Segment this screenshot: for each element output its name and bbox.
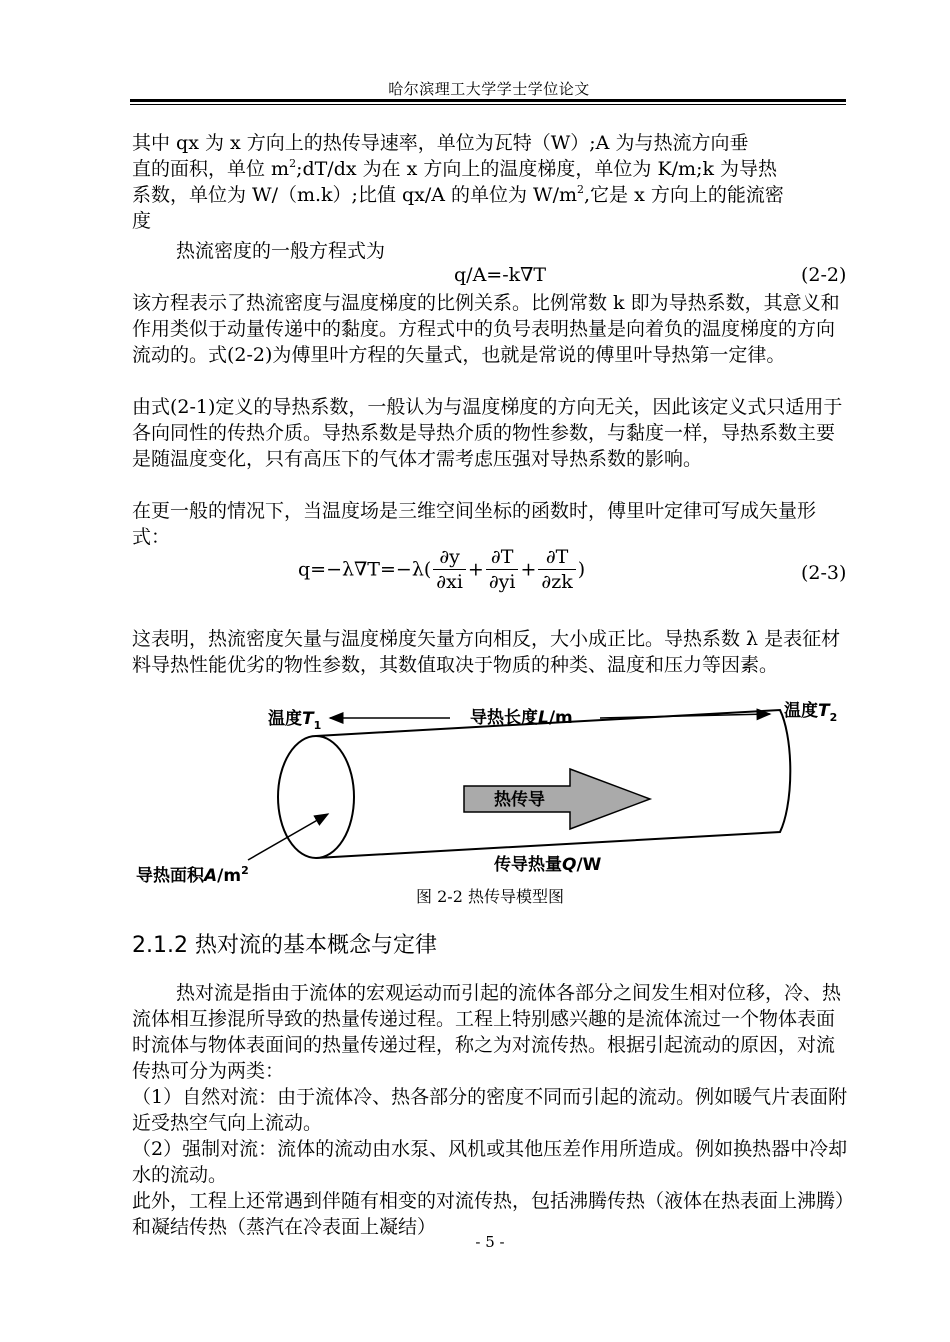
page-number: - 5 - [475,1233,505,1251]
fraction-1: $\frac{\partial y}{\partial xi}$ [433,545,466,594]
header-rule-thin [130,104,846,105]
cylinder-body [316,710,790,858]
paragraph-heat-flux-meaning: 该方程表示了热流密度与温度梯度的比例关系。比例常数 k 即为导热系数，其意义和作用类似于动量传递中的黏度。方程式中的负号表明热量是向着负的温度梯度的方向流动的。式(2-2)为傅里叶方程的矢量式，也就是常说的傅里叶导热第一定律。 [132,292,840,366]
paragraph-interpretation: 这表明，热流密度矢量与温度梯度矢量方向相反，大小成正比。导热系数 λ 是表征材料导热性能优劣的物性参数，其数值取决于物质的种类、温度和压力等因素。 [132,628,841,676]
label-conduction-area: 导热面积$A/m^2$ [136,864,249,884]
label-heat-quantity: 传导热量Q/W [494,855,602,875]
label-conduction-length: 导热长度L/m [470,708,573,728]
paragraph-vector-form: 在更一般的情况下，当温度场是三维空间坐标的函数时，傅里叶定律可写成矢量形式： [132,500,817,548]
equation-2-2: q/A=-k∇T [454,264,547,286]
equation-2-3: q=−λ∇T=−λ( $\frac{\partial y}{\partial xi}$ + $\frac{\partial T}{\partial yi}$ + $\frac{\partial T}{\partial zk}$ ) [298,546,586,593]
fraction-3: $\frac{\partial T}{\partial zk}$ [538,545,575,594]
cylinder-end-face [278,736,354,858]
page-header: 哈尔滨理工大学学士学位论文 [388,80,590,98]
heat-conduction-figure [130,696,850,884]
equation-2-3-number: (2-3) [801,562,847,584]
header-rule-thick [130,99,846,102]
fraction-2: $\frac{\partial T}{\partial yi}$ [486,545,519,594]
paragraph-convection: 热对流是指由于流体的宏观运动而引起的流体各部分之间发生相对位移，冷、热流体相互掺混所导致的热量传递过程。工程上特别感兴趣的是流体流过一个物体表面时流体与物体表面间的热量传递过程，称之为对流传热。根据引起流动的原因，对流传热可分为两类： [132,982,842,1082]
paragraph-forced-convection: （2）强制对流：流体的流动由水泵、风机或其他压差作用所造成。例如换热器中冷却水的流动。 [132,1138,848,1186]
paragraph-conductivity: 由式(2-1)定义的导热系数，一般认为与温度梯度的方向无关，因此该定义式只适用于各向同性的传热介质。导热系数是导热介质的物性参数，与黏度一样，导热系数主要是随温度变化，只有高压下的气体才需考虑压强对导热系数的影响。 [132,396,843,470]
heat-flow-arrow [464,769,650,829]
figure-caption: 图 2-2 热传导模型图 [416,887,564,906]
label-temperature-t2: 温度$T_2$ [784,701,838,724]
paragraph-definitions: 其中 qx 为 x 方向上的热传导速率，单位为瓦特（W）;A 为与热流方向垂 直的面积，单位 $m^2;dT/dx$ 为在 x 方向上的温度梯度，单位为 K/m;k 为导热 系数，单位为 W/（m.k）;比值 qx/A 的单位为 $W/m^2$,它是 x 方向上的能流密 度 [132,132,784,232]
paragraph-phase-change: 此外，工程上还常遇到伴随有相变的对流传热，包括沸腾传热（液体在热表面上沸腾）和凝结传热（蒸汽在冷表面上凝结） [132,1190,845,1238]
equation-2-2-number: (2-2) [801,264,847,286]
label-temperature-t1: 温度$T_1$ [268,709,322,732]
paragraph-natural-convection: （1）自然对流：由于流体冷、热各部分的密度不同而引起的流动。例如暖气片表面附近受热空气向上流动。 [132,1086,848,1134]
section-heading: 2.1.2 热对流的基本概念与定律 [132,933,437,958]
paragraph-heat-flux-intro: 热流密度的一般方程式为 [176,240,386,262]
label-heat-conduction: 热传导 [494,790,545,810]
